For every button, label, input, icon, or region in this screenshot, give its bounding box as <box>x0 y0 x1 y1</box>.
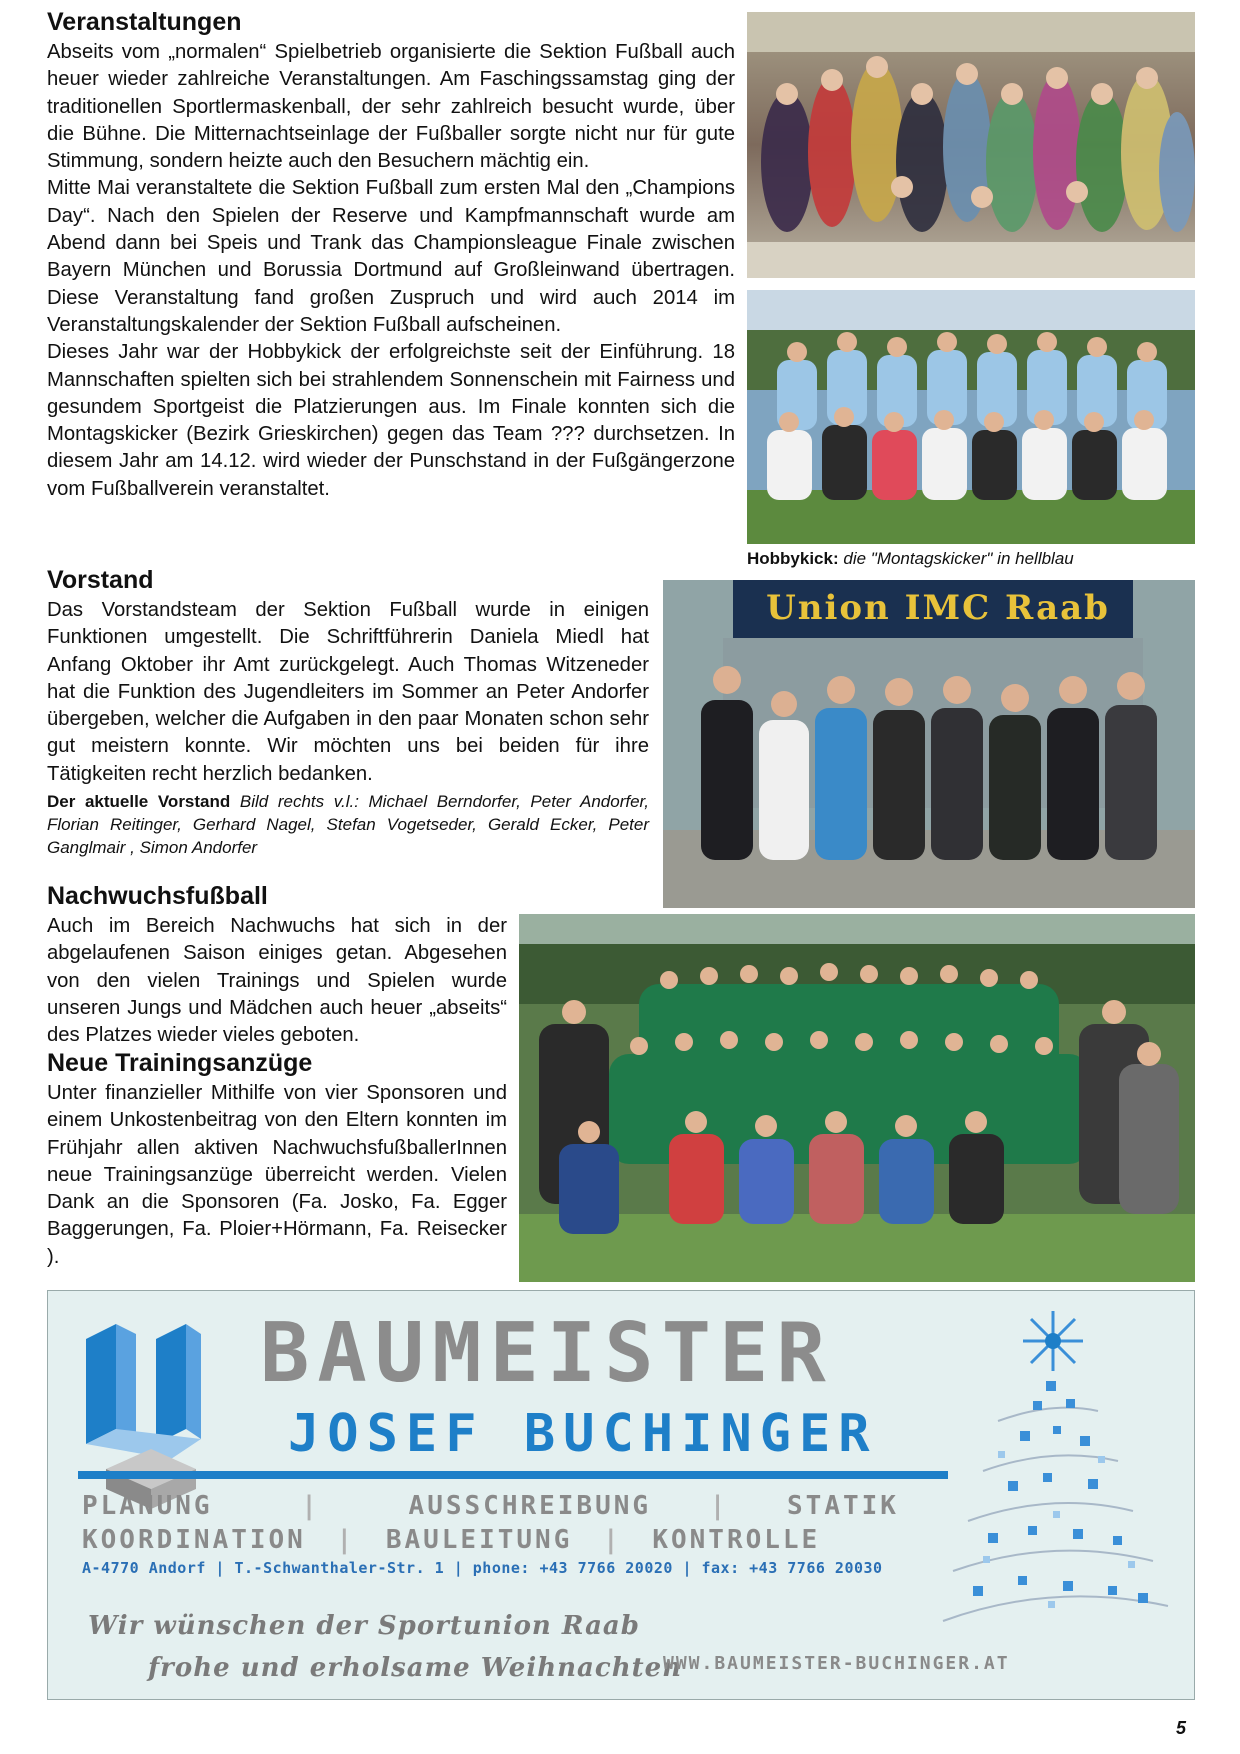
hobbykick-caption-italic: die "Montagskicker" in hellblau <box>843 549 1074 568</box>
photo-masked-ball <box>747 12 1195 278</box>
ad-greeting-line-2: frohe und erholsame Weihnachten <box>148 1653 683 1683</box>
events-text <box>47 39 735 503</box>
tracksuits-paragraph: Unter finanzieller Mithilfe von vier Sponsoren und einem Unkostenbeitrag von den Eltern konnten im Frühjahr allen aktiven NachwuchsfußballerInnen neue Trainingsanzüge überreicht werden. Vielen Dank an die Sponsoren (Fa. Josko, Fa. Egger Baggerungen, Fa. Ploier+Hörmann, Fa. Reisecker ). <box>47 1082 507 1268</box>
ad-divider <box>78 1471 948 1479</box>
ad-contact: A-4770 Andorf | T.-Schwanthaler-Str. 1 | phone: +43 7766 20020 | fax: +43 7766 20030 <box>82 1559 883 1577</box>
ad-url: WWW.BAUMEISTER-BUCHINGER.AT <box>663 1653 1010 1674</box>
ad-service-koordination: KOORDINATION <box>82 1525 306 1555</box>
ad-service-planung: PLANUNG <box>82 1491 213 1521</box>
ad-banner <box>47 1290 1195 1700</box>
board-photo-sign: Union IMC Raab <box>766 588 1110 628</box>
board-caption <box>47 790 649 859</box>
board-caption-bold: Der aktuelle Vorstand <box>47 792 231 811</box>
board-paragraph: Das Vorstandsteam der Sektion Fußball wurde in einigen Funktionen umgestellt. Die Schriftführerin Daniela Miedl hat Anfang Oktober ihr Amt zurückgelegt. Auch Thomas Witzeneder hat die Funktion des Jugendleiters im Sommer an Peter Andorfer übergeben, welcher die Aufgaben in den paar Monaten schon sehr gut meistern konnte. Wir möchten uns bei beiden für ihre Tätigkeiten recht herzlich bedanken. <box>47 599 649 785</box>
board-caption-italic: Bild rechts v.l.: Michael Berndorfer, Peter Andorfer, Florian Reitinger, Gerhard Nagel, Stefan Vogetseder, Gerald Ecker, Peter Ganglmair , Simon Andorfer <box>47 792 649 857</box>
board-heading: Vorstand <box>47 566 154 594</box>
youth-text <box>47 913 507 1049</box>
events-paragraph-1: Abseits vom „normalen“ Spielbetrieb organisierte die Sektion Fußball auch heuer wieder zahlreiche Veranstaltungen. Am Faschingssamstag ging der traditionellen Sportlermaskenball, der sehr zahlreich besucht wurde, über die Bühne. Die Mitternachtseinlage der Fußballer sorgte nicht nur für gute Stimmung, sondern heizte auch den Besuchern mächtig ein. <box>47 41 735 173</box>
events-paragraph-3: Dieses Jahr war der Hobbykick der erfolgreichste seit der Einführung. 18 Mannschaften spielten sich bei strahlendem Sonnenschein mit Fairness und gesundem Sportgeist die Platzierungen aus. Im Finale konnten sich die Montagskicker (Bezirk Grieskirchen) gegen das Team ??? durchsetzen. In diesem Jahr am 14.12. wird wieder der Punschstand in der Fußgängerzone vom Fußballverein veranstaltet. <box>47 341 735 500</box>
tracksuits-text <box>47 1080 507 1271</box>
baumeister-logo-icon <box>76 1319 206 1509</box>
photo-hobbykick <box>747 290 1195 544</box>
ad-service-statik: STATIK <box>787 1491 899 1521</box>
page-number: 5 <box>1176 1718 1187 1738</box>
ad-service-kontrolle: KONTROLLE <box>652 1525 821 1555</box>
ad-services-row-1: PLANUNG | AUSSCHREIBUNG | STATIK <box>82 1491 899 1521</box>
ad-greeting-line-1: Wir wünschen der Sportunion Raab <box>88 1611 640 1641</box>
ad-service-ausschreibung: AUSSCHREIBUNG <box>408 1491 652 1521</box>
ad-name: JOSEF BUCHINGER <box>288 1404 878 1464</box>
hobbykick-caption-bold: Hobbykick: <box>747 549 839 568</box>
tracksuits-heading: Neue Trainingsanzüge <box>47 1049 313 1077</box>
christmas-tree-icon <box>928 1301 1178 1641</box>
ad-title: BAUMEISTER <box>260 1306 834 1401</box>
ad-service-bauleitung: BAULEITUNG <box>385 1525 573 1555</box>
board-text <box>47 597 649 788</box>
ad-services-row-2: KOORDINATION | BAULEITUNG | KONTROLLE <box>82 1525 821 1555</box>
photo-youth-team <box>519 914 1195 1282</box>
youth-heading: Nachwuchsfußball <box>47 882 268 910</box>
photo-board <box>663 580 1195 908</box>
events-heading: Veranstaltungen <box>47 8 242 36</box>
hobbykick-caption <box>747 548 1195 570</box>
events-paragraph-2: Mitte Mai veranstaltete die Sektion Fußball zum ersten Mal den „Champions Day“. Nach den Spielen der Reserve und Kampfmannschaft wurde am Abend dann bei Speis und Trank das Championsleague Finale zwischen Bayern München und Borussia Dortmund auf Großleinwand übertragen. Diese Veranstaltung fand großen Zuspruch und wird auch 2014 im Veranstaltungskalender der Sektion Fußball aufscheinen. <box>47 177 735 336</box>
youth-paragraph: Auch im Bereich Nachwuchs hat sich in der abgelaufenen Saison einiges getan. Abgesehen von den vielen Trainings und Spielen wurde unseren Jungs und Mädchen auch heuer „abseits“ des Platzes wieder vieles geboten. <box>47 915 507 1047</box>
